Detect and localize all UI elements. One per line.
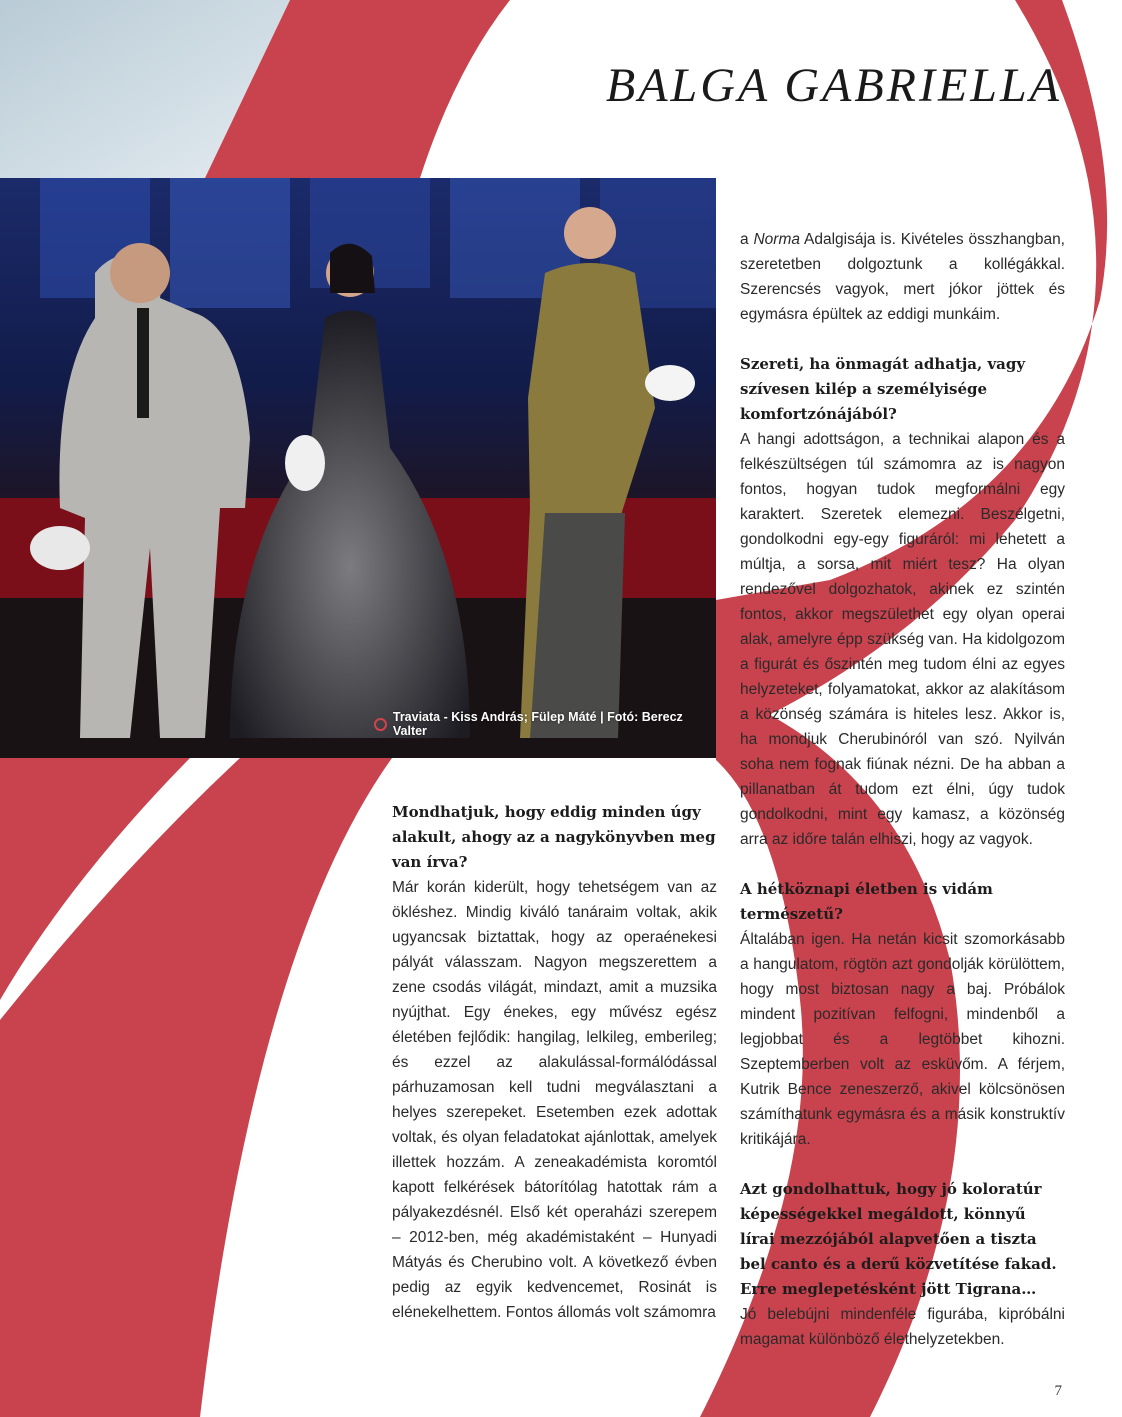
stage-photo <box>0 178 716 758</box>
answer-1: Már korán kiderült, hogy tehetségem van az ökléshez. Mindig kiváló tanáraim voltak, akik ugyancsak biztattak, hogy az operaénekesi pályát válasszam. Nagyon megszerettem a zene csodás világát, mindazt, amit a muzsika nyújthat. Egy énekes, egy művész egész életében fejlődik: hangilag, lelkileg, emberileg; és ezzel az alakulással-formálódással párhuzamosan kell tudni megválasztani a helyes szerepeket. Esetemben ezek adottak voltak, és olyan feladatokat ajánlottak, amelyek illettek hozzám. A zeneakadémista koromtól kapott felkérések bátorítólag hatottak rám a pályakezdésnél. Első két operaházi szerepem – 2012-ben, még akadémistaként – Hunyadi Mátyás és Cherubino volt. A következő évben pedig az egyik kedvencemet, Rosinát is elénekelhettem. Fontos állomás volt számomra <box>392 879 717 1321</box>
page-number: 7 <box>1054 1383 1062 1399</box>
ring-icon <box>374 718 387 731</box>
paragraph-intro: a Norma Adalgisája is. Kivételes összhangban, szeretetben dolgoztunk a kollégákkal. Szerencsés vagyok, mert jókor jöttek és egymásra épültek az eddigi munkáim. <box>740 231 1065 323</box>
question-1: Mondhatjuk, hogy eddig minden úgy alakult, ahogy az a nagykönyvben meg van írva? <box>392 803 716 871</box>
answer-3: Általában igen. Ha netán kicsit szomorkásabb a hangulatom, rögtön azt gondolják körülöttem, hogy most biztosan nagy a baj. Próbálok mindent pozitívan felfogni, mindenből a legjobbat és a legtöbbet kihozni. Szeptemberben volt az esküvőm. A férjem, Kutrik Bence zeneszerző, akivel kölcsönösen számíthatunk egymásra és a másik konstruktív kritikájára. <box>740 931 1065 1148</box>
answer-4: Jó belebújni mindenféle figurába, kipróbálni magamat különböző élethelyzetekben. <box>740 1306 1065 1348</box>
article-column-right <box>740 227 1065 1352</box>
question-2: Szereti, ha önmagát adhatja, vagy szívesen kilép a személyisége komfortzónájából? <box>740 355 1026 423</box>
opera-title: Norma <box>753 231 800 248</box>
photo-caption <box>374 710 716 738</box>
page-title: BALGA GABRIELLA <box>605 59 1062 112</box>
article-column-left <box>392 800 717 1325</box>
photo-caption-text: Traviata - Kiss András; Fülep Máté | Fotó: Berecz Valter <box>392 710 683 738</box>
answer-2: A hangi adottságon, a technikai alapon és a felkészültségen túl számomra az is nagyon fontos, hogyan tudok megformálni egy karaktert. Szeretek elemezni. Beszélgetni, gondolkodni egy-egy figuráról: mi lehetett a múltja, a sorsa, mit miért tesz? Ha olyan rendezővel dolgozhatok, akinek ez szintén fontos, akkor megszülethet egy olyan operai alak, amelyre épp szükség van. Ha kidolgozom a figurát és őszintén meg tudom élni az egyes helyzeteket, folyamatokat, akkor az alakításom a közönség számára is hiteles lesz. Akkor is, ha mondjuk Cherubinóról van szó. Nyilván soha nem fognak fiúnak nézni. De ha abban a pillanatban át tudom ezt élni, úgy tudok gondolkodni, mint egy kamasz, a közönség arra az időre talán elhiszi, hogy az vagyok. <box>740 431 1065 848</box>
question-4: Azt gondolhattuk, hogy jó koloratúr képességekkel megáldott, könnyű lírai mezzójából alapvetően a tiszta bel canto és a derű közvetítése fakad. Erre meglepetésként jött Tigrana… <box>740 1180 1057 1298</box>
question-3: A hétköznapi életben is vidám természetű? <box>740 880 993 923</box>
